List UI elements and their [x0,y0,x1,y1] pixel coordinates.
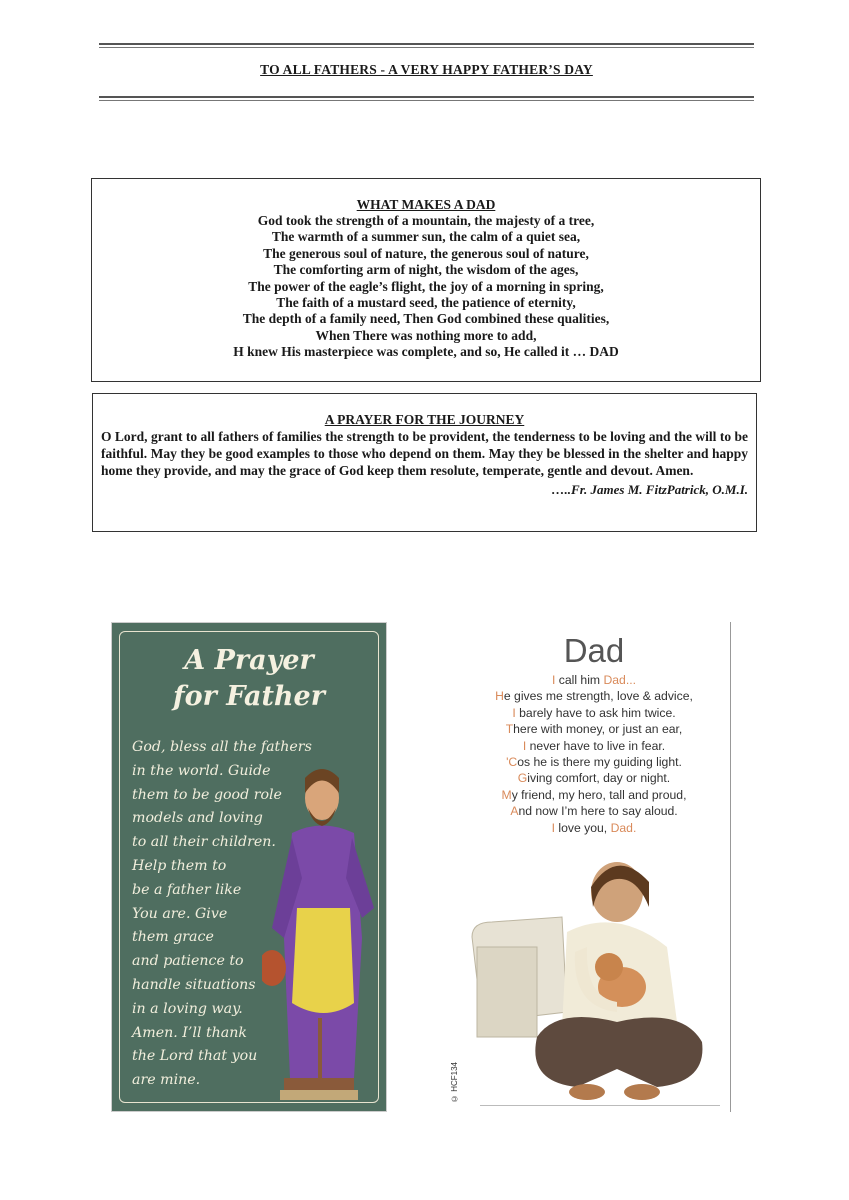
verse-line: Help them to [132,857,227,874]
verse-line: are mine. [132,1072,201,1089]
dad-verse-line: Giving comfort, day or night. [517,771,671,786]
saint-joseph-figure-image [262,738,382,1108]
dad-verse-line: And now I’m here to say aloud. [510,804,678,819]
card-title-line1: A Prayer [184,645,314,676]
header-rule-bottom-thin [99,100,754,101]
poem-line: The power of the eagle’s flight, the joy of a morning in spring, [248,278,604,294]
verse-line: models and loving [132,810,263,827]
card-title [112,643,386,715]
poem-line: The warmth of a summer sun, the calm of a quiet sea, [271,229,581,245]
header-rule-bottom [99,96,754,98]
poem-box [91,178,761,382]
prayer-title: A PRAYER FOR THE JOURNEY [324,412,525,427]
verse-line: handle situations [132,976,256,993]
prayer-author: …..Fr. James M. FitzPatrick, O.M.I. [551,481,748,497]
verse-line: them to be good role [132,786,282,803]
verse-line: in the world. Guide [132,762,271,779]
verse-line: Amen. I’ll thank [132,1024,247,1041]
card-edge-line [730,622,731,1112]
poem-line: God took the strength of a mountain, the majesty of a tree, [257,213,595,228]
verse-line: them grace [132,929,214,946]
verse-line: and patience to [132,953,244,970]
poem-line: The depth of a family need, Then God combined these qualities, [242,311,610,327]
prayer-card-father [111,622,387,1112]
header-rule-top [99,43,754,45]
verse-line: God, bless all the fathers [132,739,312,755]
card-bottom-line [480,1105,720,1106]
dad-verse-line: I love you, Dad. [551,820,637,835]
dad-verse-line: My friend, my hero, tall and proud, [501,787,687,802]
dad-verse-line: I never have to live in fear. [522,738,666,753]
verse-line: in a loving way. [132,1000,243,1017]
poem-title: WHAT MAKES A DAD [356,197,496,212]
dad-card [450,622,726,1112]
dad-card-title: Dad [563,632,625,669]
dad-verse-line: There with money, or just an ear, [505,722,683,737]
prayer-body: O Lord, grant to all fathers of families the strength to be provident, the tenderness to be loving and the will to be faithful. May they be good examples to those who depend on them. May they be blessed in the shelter and happy home they provide, and may the grace of God keep them resolute, temperate, gentle and devout. Amen. [101,429,748,479]
verse-line: to all their children. [132,834,276,851]
dad-verse-line: He gives me strength, love & advice, [495,689,693,704]
poem-lines [102,213,750,361]
poem-line: The comforting arm of night, the wisdom of the ages, [273,262,579,278]
verse-line: You are. Give [132,905,228,922]
header-rule-top-thin [99,47,754,48]
poem-line: The faith of a mustard seed, the patience of eternity, [276,295,576,311]
poem-line: H knew His masterpiece was complete, and so, He called it … DAD [233,344,619,360]
poem-line: The generous soul of nature, the generous soul of nature, [263,245,589,261]
prayer-box [92,393,757,532]
verse-line: the Lord that you [132,1048,258,1065]
verse-line: be a father like [132,881,242,898]
dad-verse-line: I barely have to ask him twice. [512,705,676,720]
poem-line: When There was nothing more to add, [315,327,537,343]
dad-verse-line: I call him Dad... [551,673,636,687]
card-title-line2: for Father [173,681,325,712]
dad-verse-line: 'Cos he is there my guiding light. [506,755,682,770]
father-with-baby-figurine-image [467,837,717,1102]
dad-card-code: © HCF134 [450,1062,459,1104]
page-title: TO ALL FATHERS - A VERY HAPPY FATHER’S DAY [260,62,593,77]
dad-card-verse [462,672,726,836]
